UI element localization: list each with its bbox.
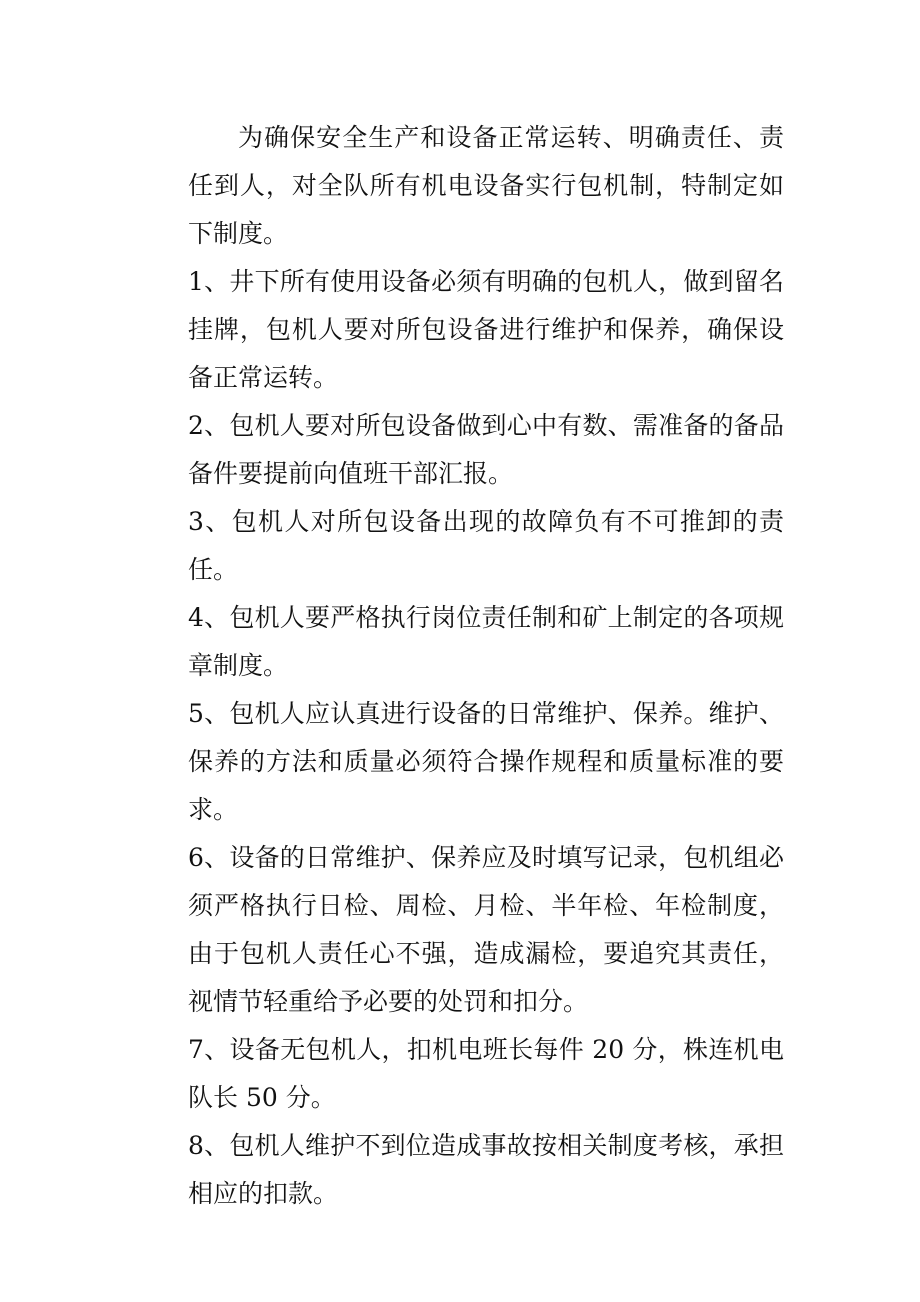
intro-paragraph: 为确保安全生产和设备正常运转、明确责任、责任到人，对全队所有机电设备实行包机制，特制定如下制度。 — [188, 123, 784, 248]
rule-item-8: 8、包机人维护不到位造成事故按相关制度考核，承担相应的扣款。 — [188, 1131, 784, 1208]
rule-item-2: 2、包机人要对所包设备做到心中有数、需准备的备品备件要提前向值班干部汇报。 — [188, 411, 784, 488]
rule-item-5: 5、包机人应认真进行设备的日常维护、保养。维护、保养的方法和质量必须符合操作规程和质量标准的要求。 — [188, 699, 784, 824]
rule-item-4: 4、包机人要严格执行岗位责任制和矿上制定的各项规章制度。 — [188, 603, 784, 680]
document-body — [188, 114, 784, 1218]
rule-item-7: 7、设备无包机人，扣机电班长每件 20 分，株连机电队长 50 分。 — [188, 1035, 784, 1112]
rule-item-6: 6、设备的日常维护、保养应及时填写记录，包机组必须严格执行日检、周检、月检、半年检、年检制度，由于包机人责任心不强，造成漏检，要追究其责任，视情节轻重给予必要的处罚和扣分。 — [188, 843, 784, 1016]
rule-item-1: 1、井下所有使用设备必须有明确的包机人，做到留名挂牌，包机人要对所包设备进行维护和保养，确保设备正常运转。 — [188, 267, 784, 392]
rule-item-3: 3、包机人对所包设备出现的故障负有不可推卸的责任。 — [188, 507, 784, 584]
